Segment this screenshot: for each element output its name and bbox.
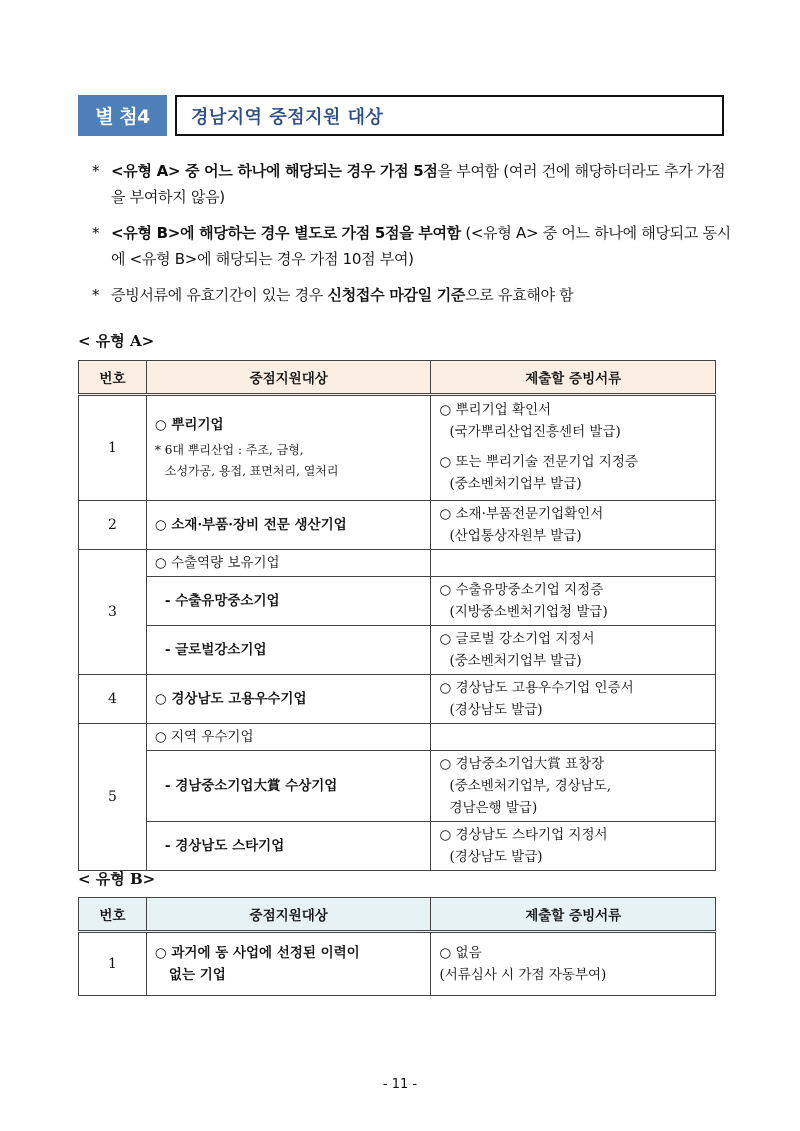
note-text: 증빙서류에 유효기간이 있는 경우 <box>111 286 328 304</box>
doc-text: ○ 또는 뿌리기술 전문기업 지정증 <box>439 454 638 471</box>
note-bold: <유형 A> 중 어느 하나에 해당되는 경우 가점 5점 <box>111 162 438 180</box>
row-docs <box>431 395 716 447</box>
row-target: ○ 소재·부품·장비 전문 생산기업 <box>146 501 431 550</box>
row-number: 4 <box>79 675 147 724</box>
row-docs <box>431 675 716 724</box>
row-docs-empty <box>431 550 716 577</box>
col-header-no: 번호 <box>79 898 147 932</box>
type-b-table <box>78 897 716 996</box>
table-header-row <box>79 898 716 932</box>
row-docs <box>431 501 716 550</box>
table-header-row <box>79 361 716 395</box>
row-target-head: ○ 수출역량 보유기업 <box>146 550 431 577</box>
row-docs <box>431 626 716 675</box>
doc-text: ○ 뿌리기업 확인서 <box>439 402 552 419</box>
doc-issuer: (중소벤처기업부 발급) <box>449 653 582 669</box>
table-row <box>79 395 716 447</box>
table-row <box>79 626 716 675</box>
doc-text: ○ 소재·부품전문기업확인서 <box>439 506 604 522</box>
note-bold: <유형 B>에 해당하는 경우 별도로 가점 5점을 부여함 <box>111 224 461 242</box>
note-star: * <box>92 162 100 180</box>
row-docs <box>431 932 716 996</box>
table-row <box>79 550 716 577</box>
row-docs <box>431 447 716 501</box>
doc-issuer: (서류심사 시 가점 자동부여) <box>439 967 607 983</box>
type-a-table <box>78 360 716 871</box>
doc-text: ○ 글로벌 강소기업 지정서 <box>439 631 595 647</box>
type-a-label: < 유형 A> <box>78 332 155 350</box>
note-bold: 신청접수 마감일 기준 <box>327 286 466 304</box>
doc-text: ○ 경남중소기업大賞 표창장 <box>439 756 605 772</box>
target-text: ○ 과거에 동 사업에 선정된 이력이 <box>154 945 360 961</box>
row-docs <box>431 751 716 822</box>
note-2 <box>92 220 732 272</box>
doc-issuer: (경상남도 발급) <box>449 702 543 718</box>
table-row <box>79 751 716 822</box>
doc-issuer: (산업통상자원부 발급) <box>449 528 582 544</box>
note-3 <box>92 282 732 308</box>
row-number: 2 <box>79 501 147 550</box>
note-text: 으로 유효해야 함 <box>465 286 574 304</box>
note-text: 을 부여함 (여러 건에 해당하더라도 추가 가점을 부여하지 않음) <box>111 162 726 206</box>
col-header-docs: 제출할 증빙서류 <box>431 361 716 395</box>
row-target: - 수출유망중소기업 <box>146 577 431 626</box>
row-number: 3 <box>79 550 147 675</box>
doc-text: ○ 수출유망중소기업 지정증 <box>439 582 604 598</box>
doc-text: ○ 경상남도 스타기업 지정서 <box>439 827 608 843</box>
doc-issuer: (경상남도 발급) <box>449 849 543 865</box>
table-row <box>79 675 716 724</box>
attachment-header <box>78 95 724 136</box>
table-row <box>79 724 716 751</box>
col-header-target: 중점지원대상 <box>146 361 431 395</box>
note-1 <box>92 158 732 210</box>
row-number: 1 <box>79 395 147 501</box>
attachment-badge: 별 첨4 <box>78 95 167 136</box>
col-header-docs: 제출할 증빙서류 <box>431 898 716 932</box>
type-b-label: < 유형 B> <box>78 870 156 888</box>
target-text: ○ 뿌리기업 <box>154 417 224 433</box>
target-subnote: 소성가공, 용접, 표면처리, 열처리 <box>164 464 339 478</box>
note-star: * <box>92 224 100 242</box>
row-target: - 경남중소기업大賞 수상기업 <box>146 751 431 822</box>
table-row <box>79 501 716 550</box>
row-docs <box>431 822 716 871</box>
row-target-head: ○ 지역 우수기업 <box>146 724 431 751</box>
target-text: 없는 기업 <box>168 967 226 983</box>
row-docs-empty <box>431 724 716 751</box>
row-target: - 경상남도 스타기업 <box>146 822 431 871</box>
doc-issuer: (국가뿌리산업진흥센터 발급) <box>449 424 621 441</box>
row-target <box>146 395 431 501</box>
row-docs <box>431 577 716 626</box>
doc-issuer: (중소벤처기업부, 경상남도, <box>449 778 612 794</box>
table-row <box>79 822 716 871</box>
row-target: - 글로벌강소기업 <box>146 626 431 675</box>
row-target <box>146 932 431 996</box>
row-target: ○ 경상남도 고용우수기업 <box>146 675 431 724</box>
table-row <box>79 577 716 626</box>
note-text: (<유형 A> 중 어느 하나에 해당되고 동시에 <유형 B>에 해당되는 경우 가점 10점 부여) <box>111 224 731 268</box>
page-number: - 11 - <box>382 1077 418 1092</box>
doc-issuer: 경남은행 발급) <box>449 800 538 816</box>
attachment-title: 경남지역 중점지원 대상 <box>175 95 724 136</box>
doc-issuer: (지방중소벤처기업청 발급) <box>449 604 608 620</box>
table-row <box>79 932 716 996</box>
note-star: * <box>92 286 100 304</box>
col-header-target: 중점지원대상 <box>146 898 431 932</box>
doc-text: ○ 없음 <box>439 945 482 961</box>
doc-text: ○ 경상남도 고용우수기업 인증서 <box>439 680 634 696</box>
row-number: 5 <box>79 724 147 871</box>
target-subnote: * 6대 뿌리산업 : 주조, 금형, <box>154 443 304 457</box>
row-number: 1 <box>79 932 147 996</box>
col-header-no: 번호 <box>79 361 147 395</box>
doc-issuer: (중소벤처기업부 발급) <box>449 476 582 493</box>
